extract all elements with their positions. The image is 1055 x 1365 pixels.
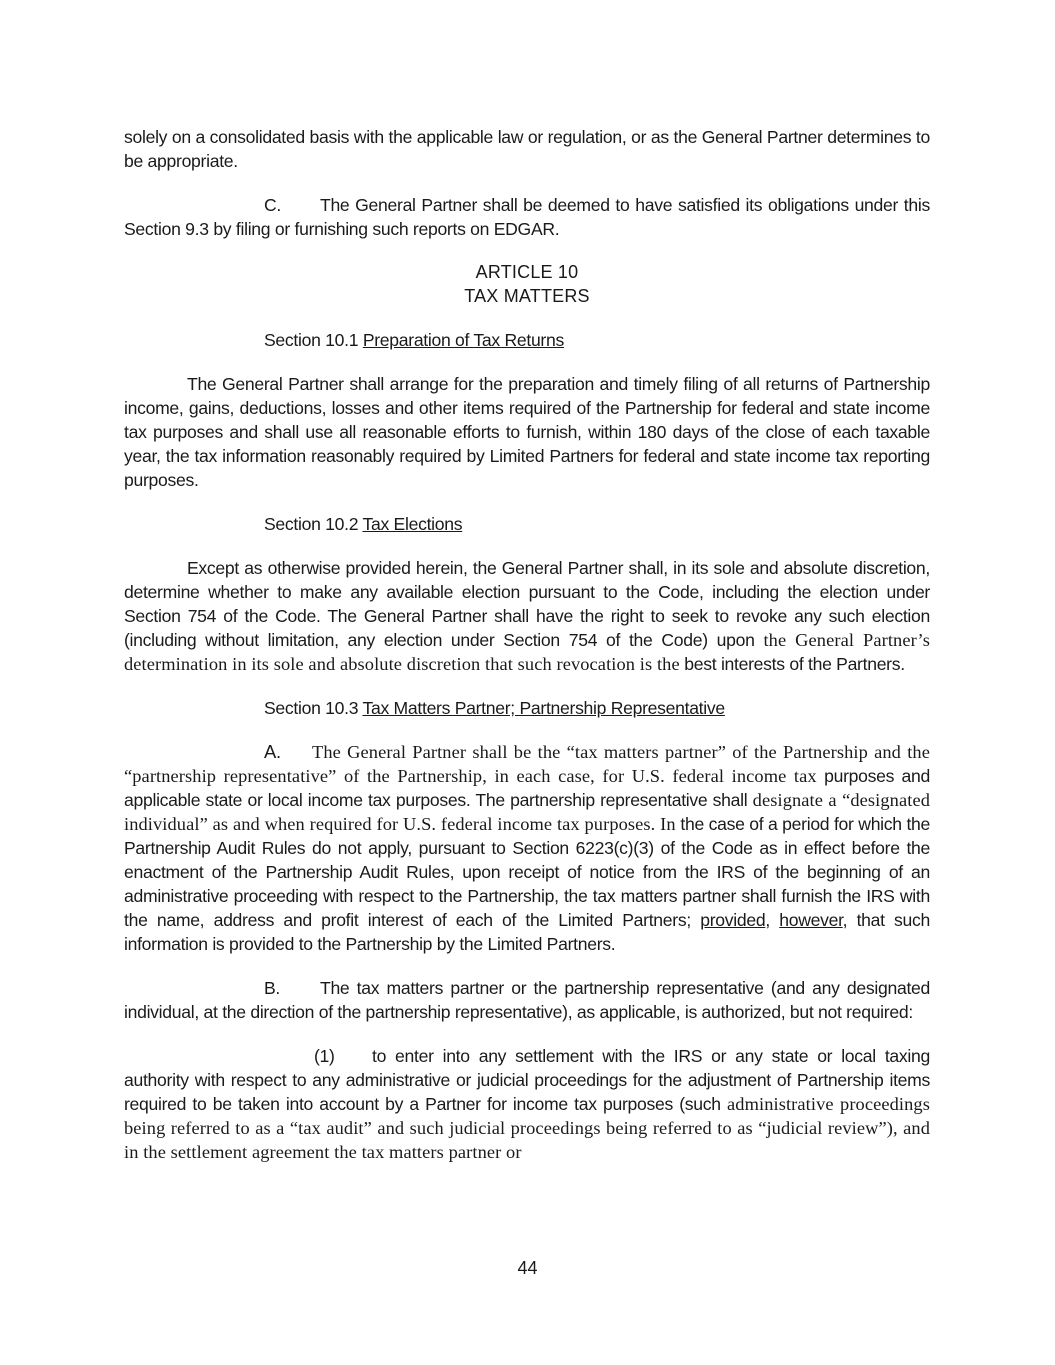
section-10-2-title: Tax Elections xyxy=(362,514,463,534)
section-10-1-prefix: Section 10.1 xyxy=(264,330,363,350)
article-number: ARTICLE 10 xyxy=(475,262,579,282)
paragraph-a-text-1: The General Partner shall be the “tax matters partner” of the Partnership and the “partnership representative” of the Partnership, in each case, for U.S. federal income tax xyxy=(124,742,930,786)
paragraph-b-text: The tax matters partner or the partnership representative (and any designated individual, at the direction of the partnership representative), as applicable, is authorized, but not required: xyxy=(124,978,930,1022)
section-10-1-body: The General Partner shall arrange for the preparation and timely filing of all returns of Partnership income, gains, deductions, losses and other items required of the Partnership for federal and state income tax purposes and shall use all reasonable efforts to furnish, within 180 days of the close of each taxable year, the tax information reasonably required by Limited Partners for federal and state income tax reporting purposes. xyxy=(124,374,930,490)
section-10-3-prefix: Section 10.3 xyxy=(264,698,363,718)
page-number: 44 xyxy=(517,1258,538,1278)
paragraph-a-text-3: designate a “designated individual” as and when required for U.S. federal income tax purposes. In xyxy=(124,790,930,834)
article-title: TAX MATTERS xyxy=(464,286,590,306)
section-10-1-title: Preparation of Tax Returns xyxy=(362,330,564,350)
section-10-1-heading xyxy=(124,328,930,352)
paragraph-a-text-5: , that such information is provided to the Partnership by the Limited Partners. xyxy=(124,910,930,954)
paragraph-c-text: The General Partner shall be deemed to have satisfied its obligations under this Section 9.3 by filing or furnishing such reports on EDGAR. xyxy=(124,195,930,239)
section-10-2-body-c: best interests of the Partners. xyxy=(679,654,905,674)
section-10-2-heading xyxy=(124,512,930,536)
paragraph-a-label: A. xyxy=(264,741,281,762)
paragraph-b xyxy=(124,976,930,1024)
section-10-3-title: Tax Matters Partner; Partnership Representative xyxy=(362,698,725,718)
item-1-text-a: to enter into any settlement with the IRS or any state or local taxing authority with respect to any administrative or judicial proceedings for the adjustment of Partnership items required to be taken into account by a Partner for income tax purposes (such xyxy=(124,1046,930,1114)
paragraph-a xyxy=(124,740,930,956)
item-1-label: (1) xyxy=(314,1046,335,1066)
section-10-2-body-b: the General Partner’s determination in its sole and absolute discretion that such revocation is the xyxy=(124,630,930,674)
paragraph-c-label: C. xyxy=(264,195,281,215)
section-10-2-body xyxy=(124,556,930,676)
item-1 xyxy=(124,1044,930,1164)
paragraph-b-label: B. xyxy=(264,978,281,998)
paragraph-a-text-2: purposes and applicable state or local income tax purposes. The partnership representative shall xyxy=(124,766,931,810)
paragraph-c xyxy=(124,193,930,241)
paragraph-a-comma: , xyxy=(765,910,780,930)
paragraph-continuation: solely on a consolidated basis with the applicable law or regulation, or as the General Partner determines to be appropriate. xyxy=(124,127,930,171)
section-10-3-heading xyxy=(124,696,930,720)
document-page xyxy=(124,125,930,1164)
section-10-2-prefix: Section 10.2 xyxy=(264,514,363,534)
provided-term: provided xyxy=(700,910,766,930)
section-10-2-body-a: Except as otherwise provided herein, the General Partner shall, in its sole and absolute discretion, determine whether to make any available election pursuant to the Code, including the election under Section 754 of the Code. The General Partner shall have the right to seek to revoke any such election (including without limitation, any election under Section 754 of the Code) upon xyxy=(124,558,930,650)
paragraph-a-text-4: the case of a period for which the Partnership Audit Rules do not apply, pursuant to Section 6223(c)(3) of the Code as in effect before the enactment of the Partnership Audit Rules, upon receipt of notice from the IRS of the beginning of an administrative proceeding with respect to the Partnership, the tax matters partner shall furnish the IRS with the name, address and profit interest of each of the Limited Partners; xyxy=(124,814,931,930)
however-term: however xyxy=(779,910,843,930)
item-1-text-b: administrative proceedings being referred to as a “tax audit” and such judicial proceedings being referred to as “judicial review”), and in the settlement agreement the tax matters partner or xyxy=(124,1094,930,1162)
